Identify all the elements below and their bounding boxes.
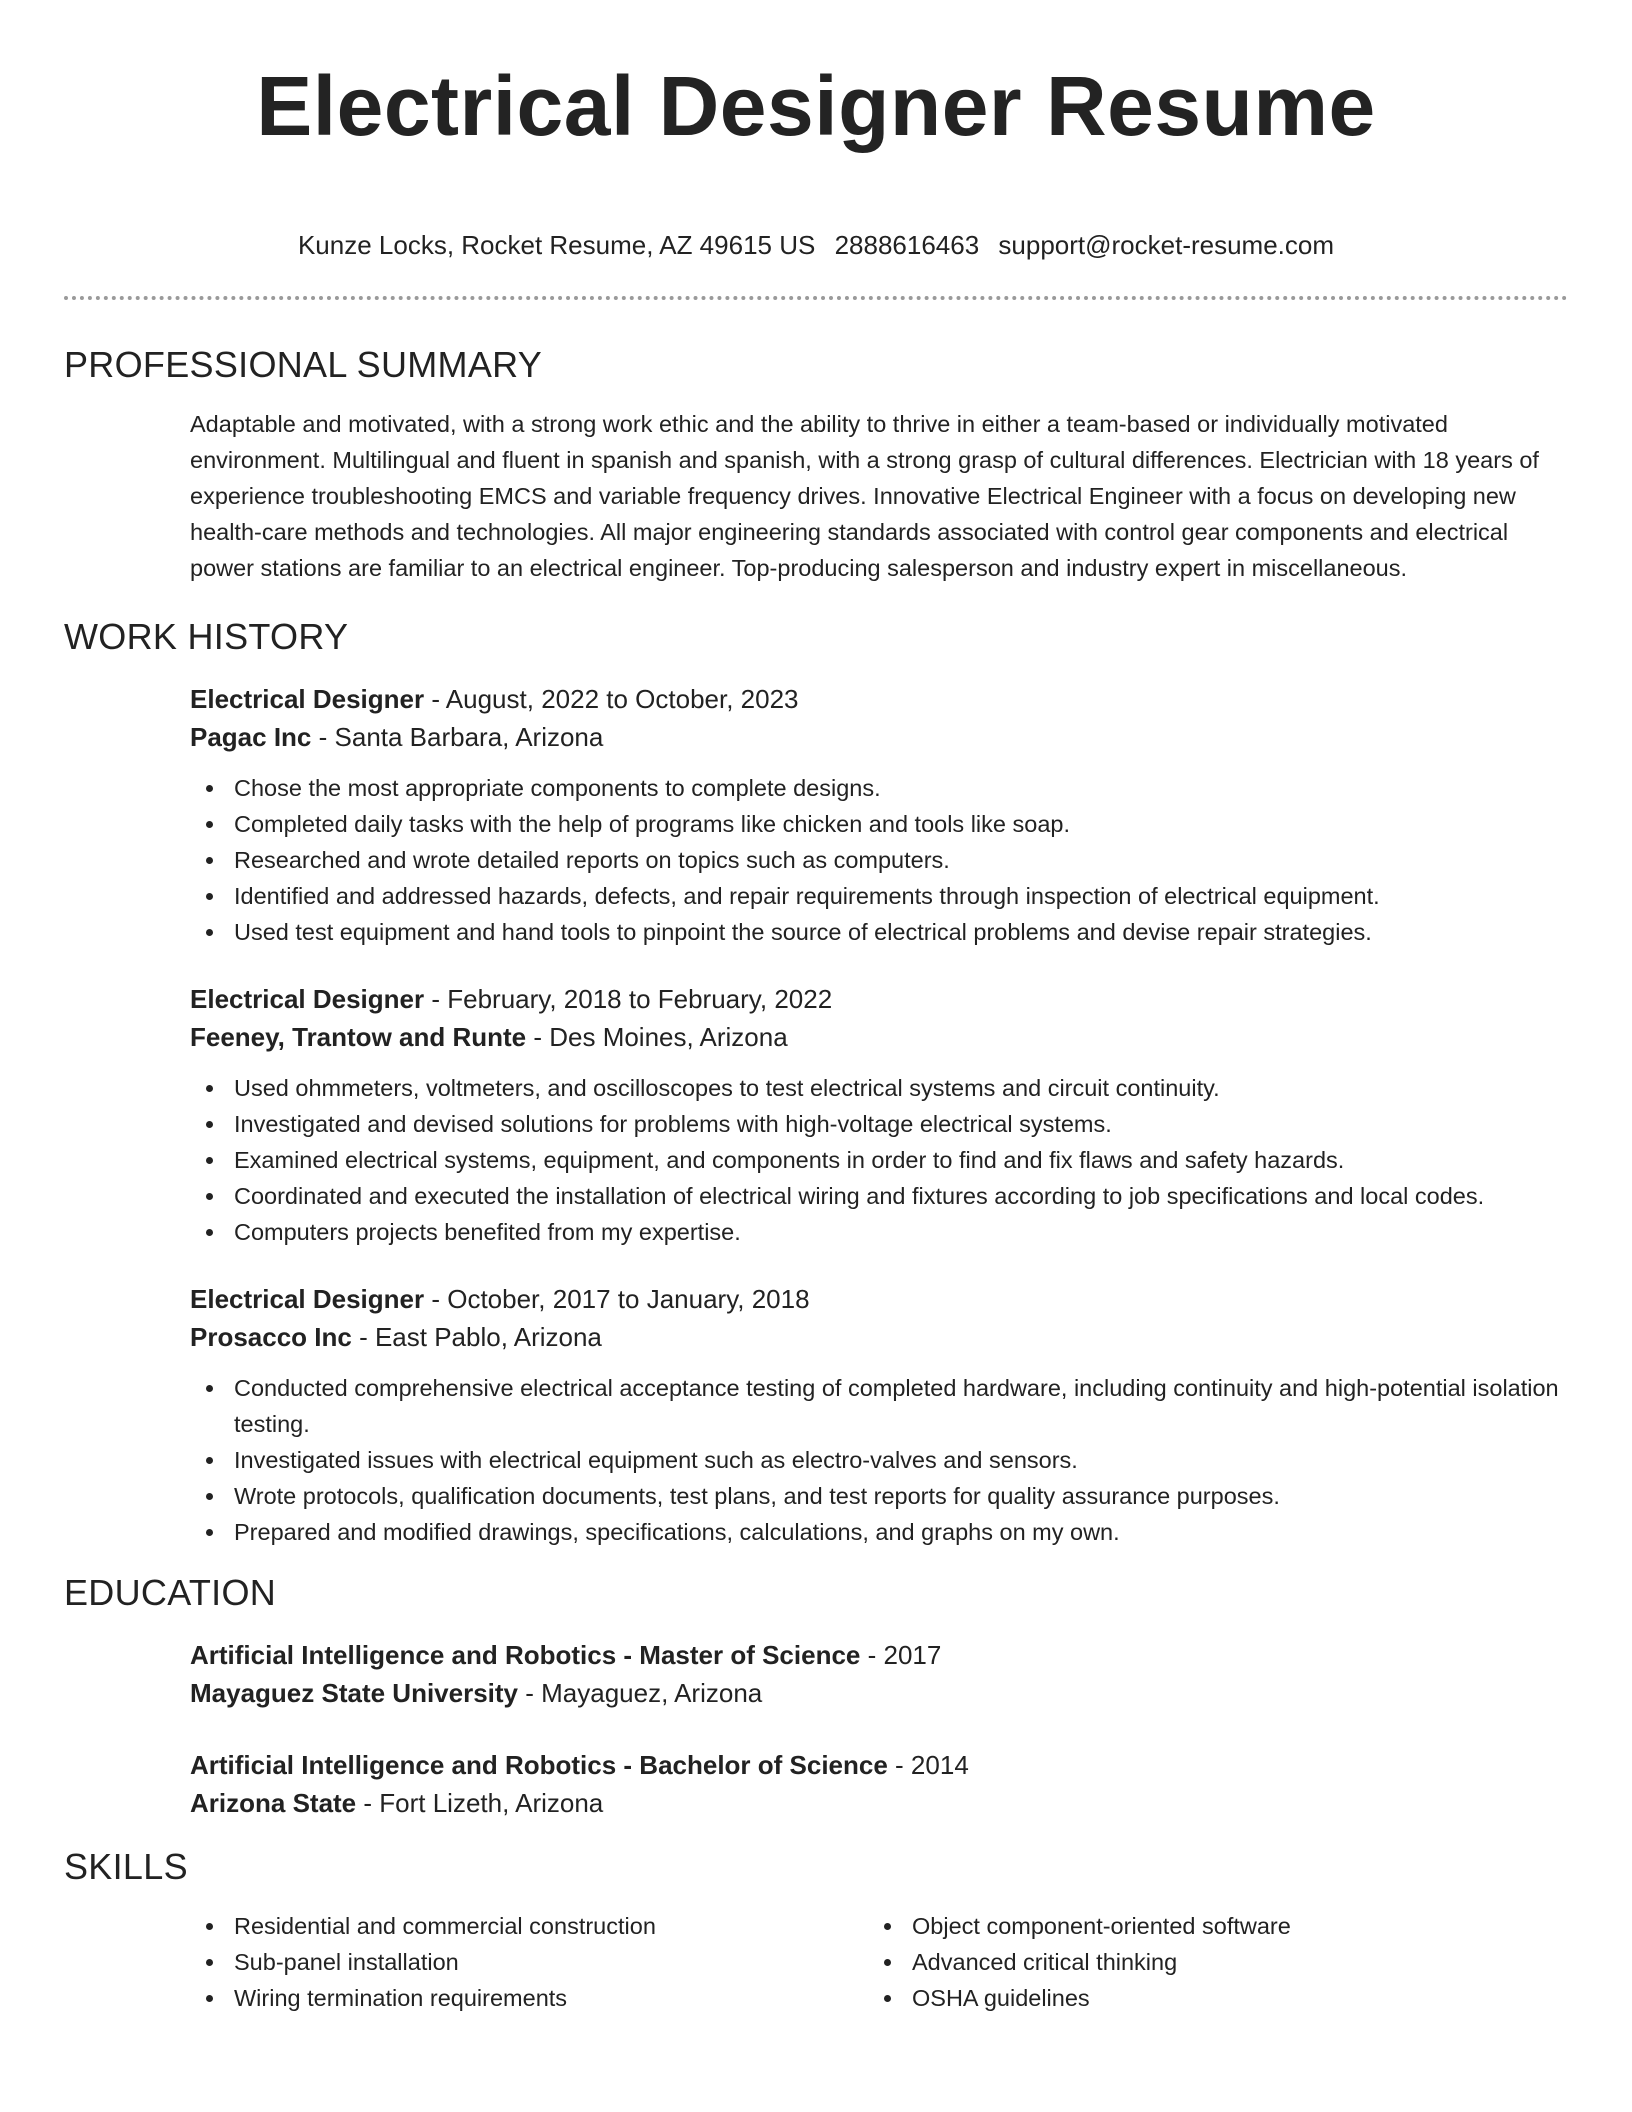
job-company-line: [190, 718, 1568, 756]
education-section: [64, 1572, 1568, 1822]
job-location: - Santa Barbara, Arizona: [311, 722, 604, 752]
job-bullet: Chose the most appropriate components to complete designs.: [234, 770, 1568, 806]
skills-heading: SKILLS: [64, 1846, 188, 1887]
skill-item: OSHA guidelines: [912, 1980, 1568, 2016]
job-bullet: Conducted comprehensive electrical acceptance testing of completed hardware, including continuity and high-potential isolation testing.: [234, 1370, 1568, 1442]
job-bullets: [190, 1370, 1568, 1550]
job-title-line: [190, 1280, 1568, 1318]
job-entry: [190, 1280, 1568, 1550]
degree-name: Artificial Intelligence and Robotics - Master of Science: [190, 1640, 861, 1670]
job-dates: - February, 2018 to February, 2022: [424, 984, 833, 1014]
skill-item: Object component-oriented software: [912, 1908, 1568, 1944]
degree-year: - 2014: [887, 1750, 969, 1780]
contact-line: [64, 228, 1568, 262]
job-bullet: Investigated issues with electrical equipment such as electro-valves and sensors.: [234, 1442, 1568, 1478]
contact-phone: 2888616463: [834, 230, 980, 260]
job-title: Electrical Designer: [190, 1284, 425, 1314]
job-company: Prosacco Inc: [190, 1322, 352, 1352]
education-entry: [190, 1636, 1568, 1712]
job-bullet: Coordinated and executed the installation of electrical wiring and fixtures according to job specifications and local codes.: [234, 1178, 1568, 1214]
job-bullet: Researched and wrote detailed reports on topics such as computers.: [234, 842, 1568, 878]
job-bullet: Completed daily tasks with the help of programs like chicken and tools like soap.: [234, 806, 1568, 842]
education-entry: [190, 1746, 1568, 1822]
job-company-line: [190, 1318, 1568, 1356]
summary-section: [64, 344, 1568, 586]
school-location: - Fort Lizeth, Arizona: [356, 1788, 604, 1818]
degree-line: [190, 1746, 1568, 1784]
job-title-line: [190, 680, 1568, 718]
job-title: Electrical Designer: [190, 984, 425, 1014]
job-title-line: [190, 980, 1568, 1018]
job-company-line: [190, 1018, 1568, 1056]
job-bullet: Wrote protocols, qualification documents, test plans, and test reports for quality assurance purposes.: [234, 1478, 1568, 1514]
skill-item: Advanced critical thinking: [912, 1944, 1568, 1980]
school-line: [190, 1674, 1568, 1712]
school-name: Mayaguez State University: [190, 1678, 519, 1708]
job-dates: - October, 2017 to January, 2018: [424, 1284, 810, 1314]
job-location: - Des Moines, Arizona: [526, 1022, 788, 1052]
job-entry: [190, 980, 1568, 1250]
skills-grid: [190, 1908, 1568, 2016]
skill-item: Wiring termination requirements: [234, 1980, 868, 2016]
job-bullet: Investigated and devised solutions for problems with high-voltage electrical systems.: [234, 1106, 1568, 1142]
school-line: [190, 1784, 1568, 1822]
job-title: Electrical Designer: [190, 684, 425, 714]
job-bullets: [190, 770, 1568, 950]
job-dates: - August, 2022 to October, 2023: [424, 684, 799, 714]
summary-text: Adaptable and motivated, with a strong work ethic and the ability to thrive in either a team-based or individually motivated environment. Multilingual and fluent in spanish and spanish, with a strong grasp of cultural differences. Electrician with 18 years of experience troubleshooting EMCS and variable frequency drives. Innovative Electrical Engineer with a focus on developing new health-care methods and technologies. All major engineering standards associated with control gear components and electrical power stations are familiar to an electrical engineer. Top-producing salesperson and industry expert in miscellaneous.: [190, 411, 1539, 581]
skills-column-left: [190, 1908, 868, 2016]
job-bullet: Used ohmmeters, voltmeters, and oscilloscopes to test electrical systems and circuit continuity.: [234, 1070, 1568, 1106]
job-bullet: Used test equipment and hand tools to pinpoint the source of electrical problems and devise repair strategies.: [234, 914, 1568, 950]
contact-email[interactable]: support@rocket-resume.com: [998, 230, 1335, 260]
skills-section: [64, 1846, 1568, 2016]
school-name: Arizona State: [190, 1788, 357, 1818]
work-history-heading: WORK HISTORY: [64, 616, 349, 657]
degree-line: [190, 1636, 1568, 1674]
job-entry: [190, 680, 1568, 950]
skill-item: Sub-panel installation: [234, 1944, 868, 1980]
school-location: - Mayaguez, Arizona: [518, 1678, 763, 1708]
job-bullet: Prepared and modified drawings, specifications, calculations, and graphs on my own.: [234, 1514, 1568, 1550]
skill-item: Residential and commercial construction: [234, 1908, 868, 1944]
job-bullets: [190, 1070, 1568, 1250]
job-company: Feeney, Trantow and Runte: [190, 1022, 527, 1052]
resume-title: Electrical Designer Resume: [256, 59, 1376, 153]
resume-header: [64, 0, 1568, 262]
job-company: Pagac Inc: [190, 722, 312, 752]
job-location: - East Pablo, Arizona: [351, 1322, 602, 1352]
contact-address: Kunze Locks, Rocket Resume, AZ 49615 US: [297, 230, 816, 260]
degree-year: - 2017: [860, 1640, 942, 1670]
header-divider: [64, 296, 1568, 300]
job-bullet: Identified and addressed hazards, defects, and repair requirements through inspection of electrical equipment.: [234, 878, 1568, 914]
education-heading: EDUCATION: [64, 1572, 277, 1613]
summary-heading: PROFESSIONAL SUMMARY: [64, 344, 543, 385]
skills-column-right: [868, 1908, 1568, 2016]
work-history-section: [64, 616, 1568, 1550]
job-bullet: Computers projects benefited from my expertise.: [234, 1214, 1568, 1250]
degree-name: Artificial Intelligence and Robotics - Bachelor of Science: [190, 1750, 888, 1780]
job-bullet: Examined electrical systems, equipment, and components in order to find and fix flaws and safety hazards.: [234, 1142, 1568, 1178]
